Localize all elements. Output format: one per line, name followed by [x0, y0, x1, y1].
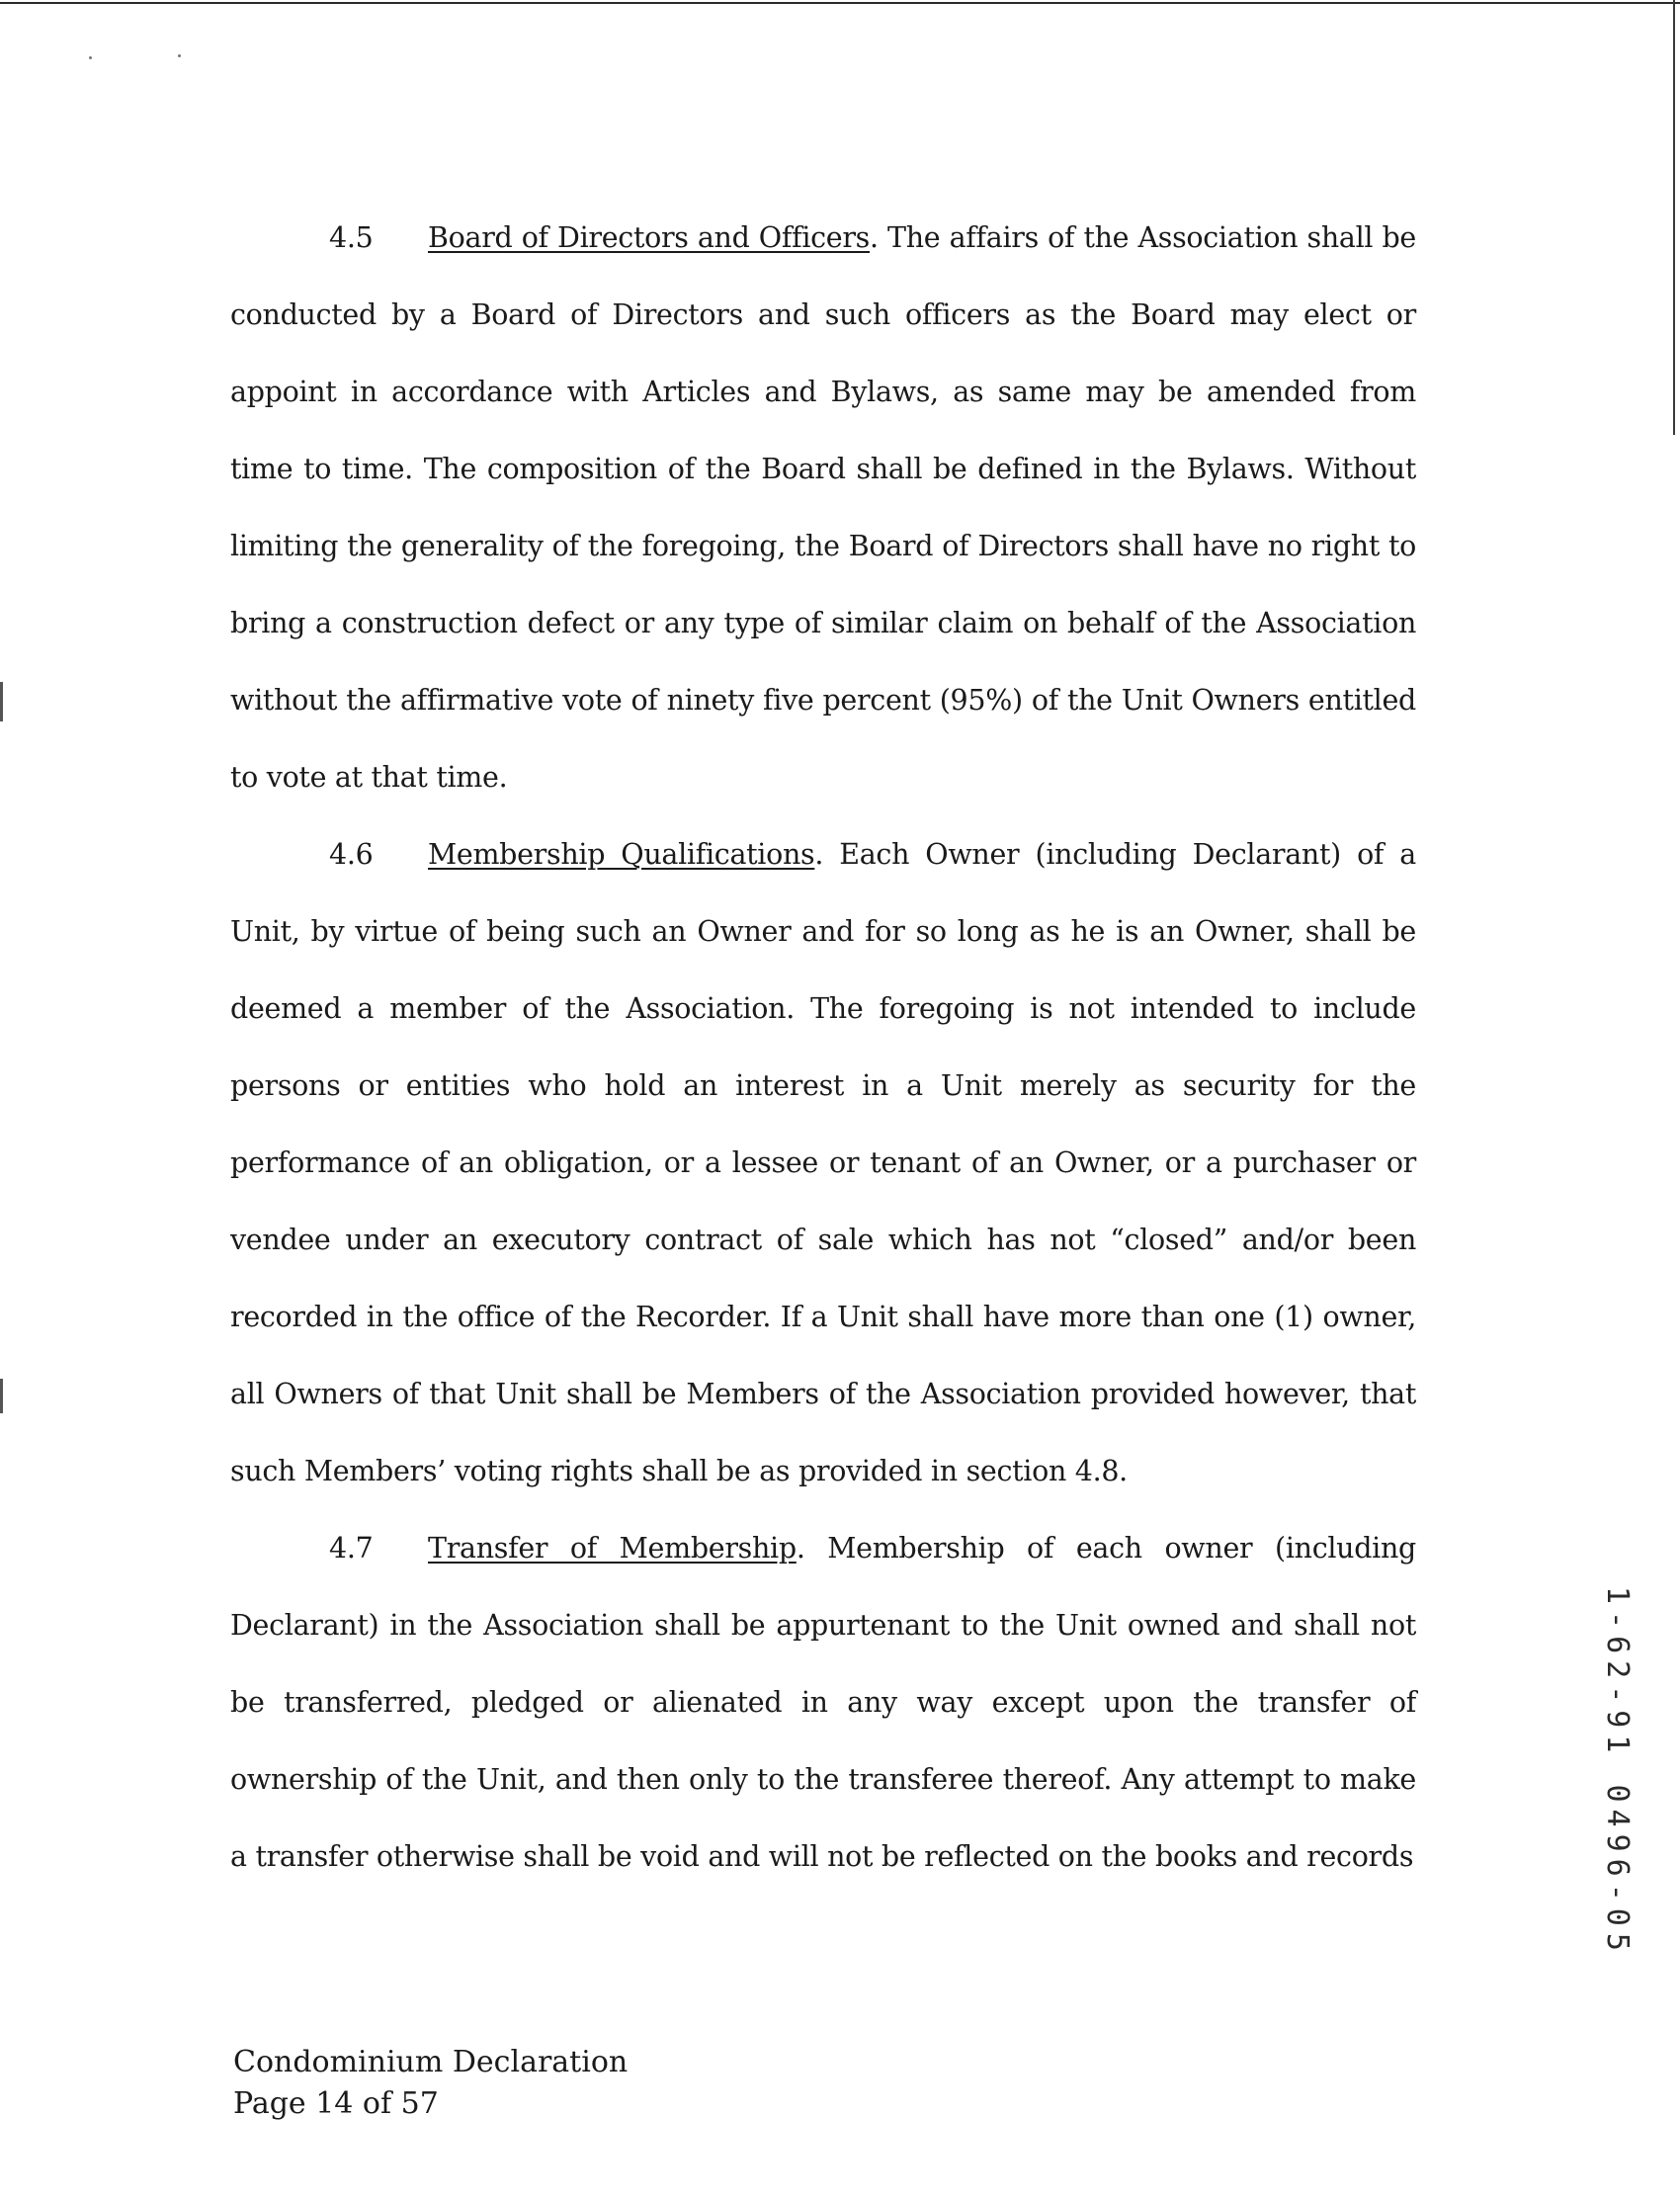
section-4-5 — [230, 200, 1416, 816]
section-4-7 — [230, 1510, 1416, 1896]
footer-page-number: Page 14 of 57 — [233, 2086, 439, 2121]
section-4-6 — [230, 816, 1416, 1510]
section-heading: Board of Directors and Officers — [428, 221, 871, 254]
section-heading: Transfer of Membership — [428, 1532, 797, 1565]
scan-right-edge — [1673, 0, 1675, 435]
page-footer — [233, 2042, 628, 2125]
section-text: . The affairs of the Association shall be conducted by a Board of Directors and such officers as the Board may elect or appoint in accordance with Articles and Bylaws, as same may be amended from time to time. The composition of the Board shall be defined in the Bylaws. Without limiting the generality of the foregoing, the Board of Directors shall have no right to bring a construction defect or any type of similar claim on behalf of the Association without the affirmative vote of ninety five percent (95%) of the Unit Owners entitled to vote at that time. — [230, 221, 1416, 794]
footer-document-title: Condominium Declaration — [233, 2045, 629, 2079]
section-text: . Membership of each owner (including Declarant) in the Association shall be appurtenant to the Unit owned and shall not be transferred, pledged or alienated in any way except upon the transfer of ownership of the Unit, and then only to the transferee thereof. Any attempt to make a transfer otherwise shall be void and will not be reflected on the books and records — [230, 1532, 1416, 1873]
document-body — [230, 200, 1416, 1896]
scan-left-mark — [0, 1379, 3, 1413]
recording-stamp: 1-62-91 0496-05 — [1600, 1586, 1635, 1958]
section-number: 4.6 — [329, 838, 374, 871]
section-text: . Each Owner (including Declarant) of a Unit, by virtue of being such an Owner and for so long as he is an Owner, shall be deemed a member of the Association. The foregoing is not intended to include persons or entities who hold an interest in a Unit merely as security for the performance of an obligation, or a lessee or tenant of an Owner, or a purchaser or vendee under an executory contract of sale which has not “closed” and/or been recorded in the office of the Recorder. If a Unit shall have more than one (1) owner, all Owners of that Unit shall be Members of the Association provided however, that such Members’ voting rights shall be as provided in section 4.8. — [230, 838, 1416, 1487]
scan-speck — [178, 54, 181, 57]
scan-top-edge — [0, 2, 1680, 4]
scan-speck — [89, 56, 92, 59]
section-heading: Membership Qualifications — [428, 838, 815, 871]
section-number: 4.5 — [329, 221, 374, 254]
section-number: 4.7 — [329, 1532, 374, 1565]
scan-left-mark — [0, 682, 3, 721]
